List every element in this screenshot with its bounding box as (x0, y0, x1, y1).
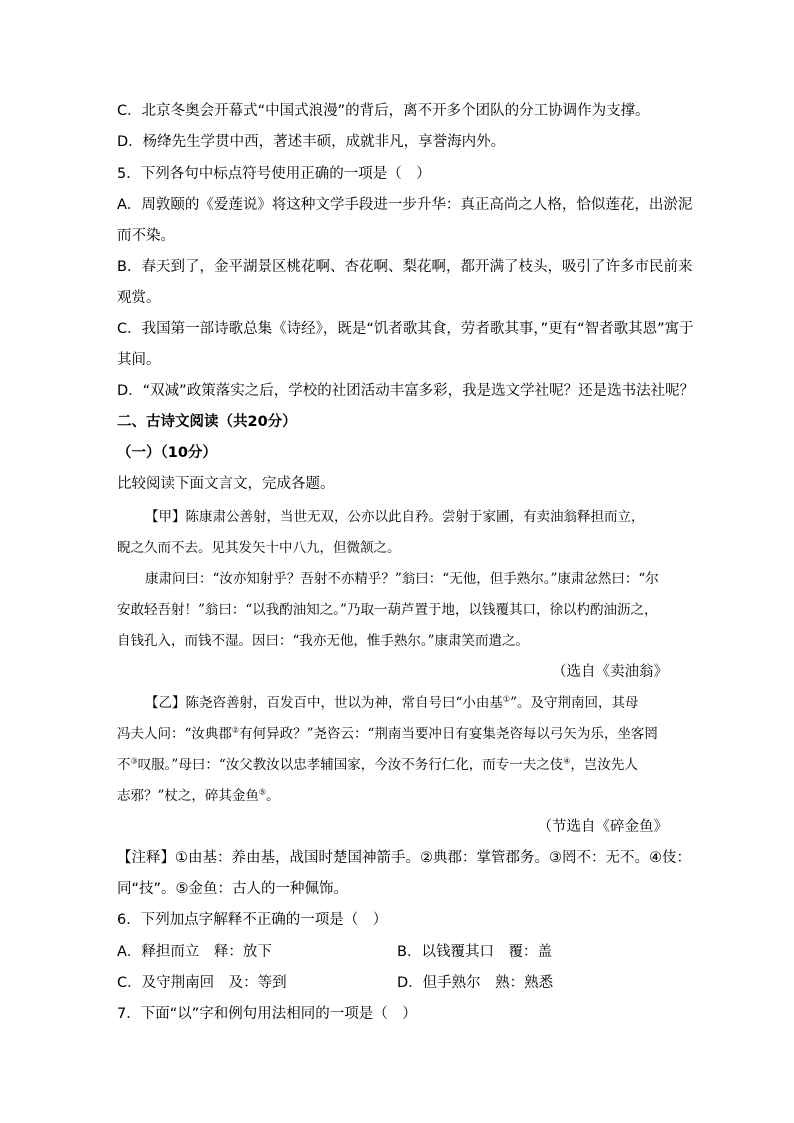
footnote-marker: ③ (130, 756, 138, 766)
q6-stem: 6．下列加点字解释不正确的一项是（ ） (117, 912, 388, 928)
passage-yi-line4 (117, 786, 280, 806)
text-segment: 冯夫人问：“汝典郡 (117, 726, 232, 742)
q6-option-a: A．释担而立 释：放下 (117, 944, 272, 960)
q7-stem: 7．下面“以”字和例句用法相同的一项是（ ） (117, 1006, 417, 1022)
passage-yi-line2 (117, 724, 658, 744)
text-segment: ”。及守荆南回，其母 (510, 695, 639, 711)
text-segment: 叹服。”母曰：“汝父教汝以忠孝辅国家，今汝不务行仁化，而专一夫之伎 (137, 757, 564, 773)
passage-yi-line1 (145, 693, 638, 713)
notes-line2: 同“技”。⑤金鱼：古人的一种佩饰。 (117, 881, 349, 897)
footnote-marker: ⑤ (258, 787, 267, 797)
text-segment: ，岂汝先人 (570, 757, 638, 773)
footnote-marker: ④ (563, 756, 571, 766)
text-segment: 有何异政？”尧咨云：“荆南当要冲日有宴集尧咨每以弓矢为乐，坐客罔 (239, 726, 658, 742)
q5-option-a-line1: A．周敦颐的《爱莲说》将这种文学手段进一步升华：真正高尚之人格，恰似莲花，出淤泥 (117, 197, 693, 213)
footnote-marker: ① (502, 694, 511, 704)
text-segment: 。 (266, 788, 280, 804)
text-segment: 志邪？”杖之，碎其金鱼 (117, 788, 259, 804)
passage-jia-line2: 睨之久而不去。见其发矢十中八九，但微颔之。 (117, 540, 401, 556)
passage-yi-line3 (117, 755, 638, 775)
q5-option-c-line2: 其间。 (117, 352, 161, 368)
passage-jia-line4: 安敢轻吾射！”翁曰：“以我酌油知之。”乃取一葫芦置于地，以钱覆其口，徐以杓酌油沥之， (117, 602, 658, 618)
q6-option-d: D．但手熟尔 熟：熟悉 (397, 975, 554, 991)
notes-line1: 【注释】①由基：养由基，战国时楚国神箭手。②典郡：掌管郡务。③罔不：无不。④伎： (117, 850, 691, 866)
q5-option-b-line2: 观赏。 (117, 290, 161, 306)
passage-jia-line3: 康肃问曰：“汝亦知射乎？吾射不亦精乎？”翁曰：“无他，但手熟尔。”康肃忿然曰：“尔 (145, 571, 659, 587)
q6-option-c: C．及守荆南回 及：等到 (117, 975, 287, 991)
q6-option-b: B．以钱覆其口 覆：盖 (397, 944, 552, 960)
passage-yi-source: （节选自《碎金鱼》 (537, 819, 668, 835)
passage-jia-line5: 自钱孔入，而钱不湿。因曰：“我亦无他，惟手熟尔。”康肃笑而遣之。 (117, 633, 530, 649)
q4-option-d: D．杨绛先生学贯中西，著述丰硕，成就非凡，享誉海内外。 (117, 134, 506, 150)
part-1-heading: （一）（10分） (117, 445, 217, 461)
q5-option-a-line2: 而不染。 (117, 228, 175, 244)
passage-jia-line1: 【甲】陈康肃公善射，当世无双，公亦以此自矜。尝射于家圃，有卖油翁释担而立， (145, 509, 645, 525)
q5-stem: 5．下列各句中标点符号使用正确的一项是（ ） (117, 166, 431, 182)
q5-option-c-line1: C．我国第一部诗歌总集《诗经》，既是“饥者歌其食，劳者歌其事，”更有“智者歌其恩”寓于 (117, 321, 694, 337)
text-segment: 【乙】陈尧咨善射，百发百中，世以为神，常自号曰“小由基 (145, 695, 503, 711)
instructions: 比较阅读下面文言文，完成各题。 (117, 476, 335, 492)
section-2-heading: 二、古诗文阅读（共20分） (117, 414, 297, 430)
q5-option-b-line1: B．春天到了，金平湖景区桃花啊、杏花啊、梨花啊，都开满了枝头，吸引了许多市民前来 (117, 259, 693, 275)
q5-option-d: D．“双减”政策落实之后，学校的社团活动丰富多彩，我是选文学社呢？还是选书法社呢？ (117, 383, 695, 399)
text-segment: 不 (117, 757, 131, 773)
q4-option-c: C．北京冬奥会开幕式“中国式浪漫”的背后，离不开多个团队的分工协调作为支撑。 (117, 103, 650, 119)
passage-jia-source: （选自《卖油翁》 (552, 664, 668, 680)
footnote-marker: ② (231, 725, 240, 735)
